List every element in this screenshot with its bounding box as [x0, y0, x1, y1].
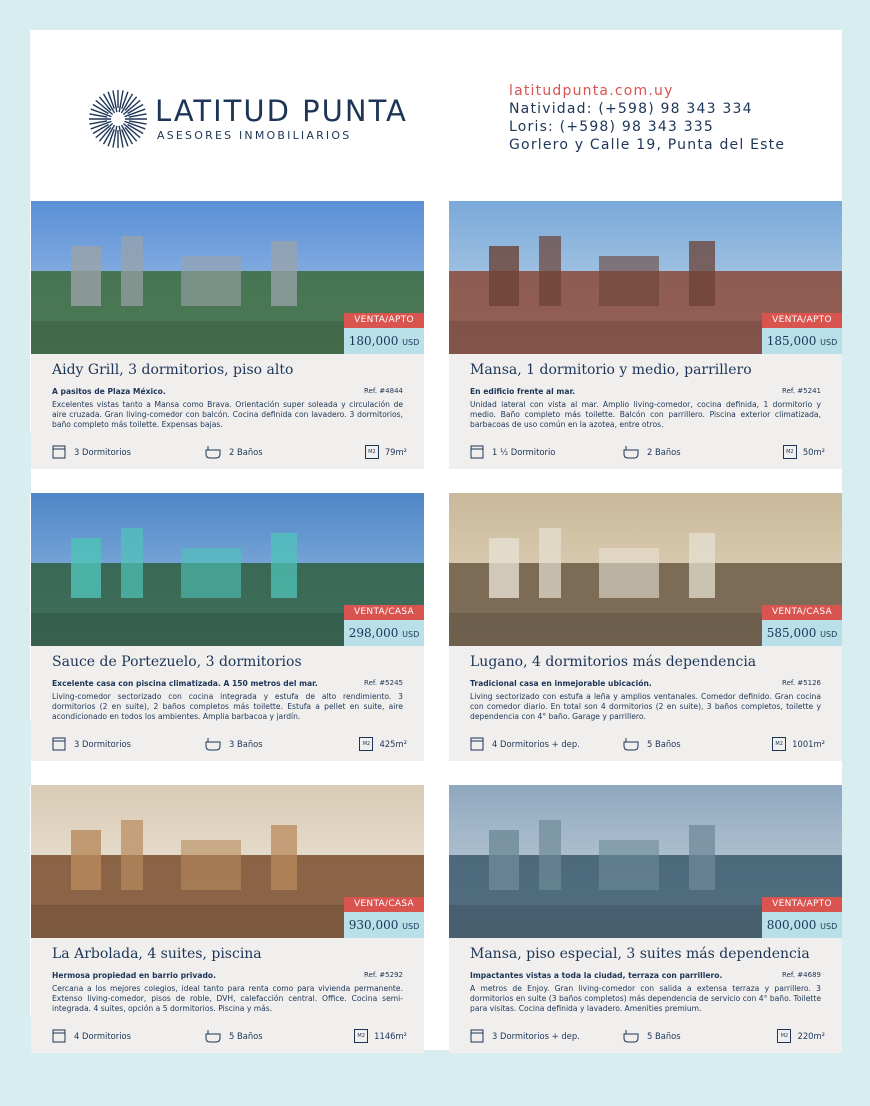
bathtub-icon	[205, 1029, 221, 1043]
area-icon: M2	[777, 1029, 791, 1043]
listing-title: Mansa, piso especial, 3 suites más dependencia	[470, 946, 810, 962]
area-feature: M2 425m²	[359, 737, 407, 751]
logo	[87, 88, 408, 150]
area-icon: M2	[365, 445, 379, 459]
bedrooms-feature: 3 Dormitorios + dep.	[470, 1029, 580, 1043]
listing-price: 930,000 USD	[344, 912, 424, 938]
baths-feature: 2 Baños	[205, 445, 263, 459]
listing-price: 800,000 USD	[762, 912, 842, 938]
listing-card[interactable]	[449, 201, 842, 469]
listing-title: Lugano, 4 dormitorios más dependencia	[470, 654, 757, 670]
listing-subtitle: Hermosa propiedad en barrio privado.	[52, 971, 217, 980]
area-icon: M2	[354, 1029, 368, 1043]
baths-feature: 5 Baños	[205, 1029, 263, 1043]
listing-title: Aidy Grill, 3 dormitorios, piso alto	[52, 362, 294, 378]
bathtub-icon	[623, 445, 639, 459]
phone-natividad: Natividad: (+598) 98 343 334	[509, 101, 753, 117]
listing-subtitle: Tradicional casa en inmejorable ubicación.	[470, 679, 652, 688]
baths-feature: 3 Baños	[205, 737, 263, 751]
bed-icon	[52, 737, 66, 751]
area-feature: M2 50m²	[783, 445, 825, 459]
listing-price: 185,000 USD	[762, 328, 842, 354]
listing-description: Excelentes vistas tanto a Mansa como Brava. Orientación super soleada y circulación de aire cruzada. Gran living-comedor con balcón. Cocina definida con lavadero. 3 dormitorios, baño completo más toilette. Expensas bajas.	[52, 400, 403, 429]
area-icon: M2	[783, 445, 797, 459]
logo-name: LATITUD PUNTA	[155, 94, 408, 128]
listing-features	[470, 1029, 825, 1049]
bedrooms-feature: 3 Dormitorios	[52, 737, 131, 751]
area-icon: M2	[772, 737, 786, 751]
sun-logo-icon	[87, 88, 149, 150]
listing-features	[52, 1029, 407, 1049]
listing-reference: Ref. #5292	[364, 971, 403, 979]
bed-icon	[470, 445, 484, 459]
listing-card[interactable]	[449, 493, 842, 761]
area-feature: M2 1001m²	[772, 737, 825, 751]
listing-features	[470, 737, 825, 757]
listing-type-badge: VENTA/APTO	[762, 897, 842, 912]
listing-type-badge: VENTA/APTO	[762, 313, 842, 328]
listing-price: 298,000 USD	[344, 620, 424, 646]
bed-icon	[52, 445, 66, 459]
listing-card[interactable]	[31, 785, 424, 1053]
listing-description: Living sectorizado con estufa a leña y amplios ventanales. Comedor definido. Gran cocina con comedor diario. En total son 4 dormitorios (2 en suite), 3 baños completos, toilette y dependencia con 4° baño. Garage y parrillero.	[470, 692, 821, 721]
listing-title: Sauce de Portezuelo, 3 dormitorios	[52, 654, 302, 670]
bedrooms-feature: 3 Dormitorios	[52, 445, 131, 459]
right-band	[842, 0, 870, 1106]
listing-title: Mansa, 1 dormitorio y medio, parrillero	[470, 362, 752, 378]
listing-description: Living-comedor sectorizado con cocina integrada y estufa de alto rendimiento. 3 dormitorios (2 en suite), 2 baños completos más toilette. Estufa a pellet en suite, aire acondicionado en todos los ambientes. Amplia barbacoa y jardín.	[52, 692, 403, 721]
listing-description: Unidad lateral con vista al mar. Amplio living-comedor, cocina definida, 1 dormitorio y medio. Baño completo más toilette. Balcón con parrillero. Piscina exterior climatizada, barbacoas de uso común en la azotea, entre otros.	[470, 400, 821, 429]
listing-features	[52, 445, 407, 465]
area-feature: M2 220m²	[777, 1029, 825, 1043]
listing-features	[470, 445, 825, 465]
listing-type-badge: VENTA/CASA	[344, 897, 424, 912]
bathtub-icon	[623, 1029, 639, 1043]
area-icon: M2	[359, 737, 373, 751]
logo-subtitle: ASESORES INMOBILIARIOS	[157, 129, 352, 142]
listing-reference: Ref. #4844	[364, 387, 403, 395]
area-feature: M2 1146m²	[354, 1029, 407, 1043]
listing-subtitle: A pasitos de Plaza México.	[52, 387, 166, 396]
listing-reference: Ref. #4689	[782, 971, 821, 979]
website-link[interactable]: latitudpunta.com.uy	[509, 83, 674, 99]
listing-type-badge: VENTA/APTO	[344, 313, 424, 328]
left-band	[0, 0, 30, 1106]
listing-reference: Ref. #5126	[782, 679, 821, 687]
listing-description: Cercana a los mejores colegios, ideal tanto para renta como para vivienda permanente. Extenso living-comedor, pisos de roble, DVH, calefacción central. Office. Cocina semi-integrada. 4 suites, opción a 5 dormitorios. Piscina y más.	[52, 984, 403, 1013]
address: Gorlero y Calle 19, Punta del Este	[509, 137, 786, 153]
baths-feature: 5 Baños	[623, 1029, 681, 1043]
listing-features	[52, 737, 407, 757]
top-band	[0, 0, 870, 30]
bed-icon	[52, 1029, 66, 1043]
bed-icon	[470, 737, 484, 751]
bathtub-icon	[205, 737, 221, 751]
baths-feature: 2 Baños	[623, 445, 681, 459]
listing-type-badge: VENTA/CASA	[344, 605, 424, 620]
listing-card[interactable]	[31, 493, 424, 761]
baths-feature: 5 Baños	[623, 737, 681, 751]
bedrooms-feature: 1 ½ Dormitorio	[470, 445, 555, 459]
listing-price: 585,000 USD	[762, 620, 842, 646]
phone-loris: Loris: (+598) 98 343 335	[509, 119, 715, 135]
listing-subtitle: En edificio frente al mar.	[470, 387, 576, 396]
bathtub-icon	[623, 737, 639, 751]
listing-reference: Ref. #5241	[782, 387, 821, 395]
contact-block	[509, 82, 785, 154]
listing-type-badge: VENTA/CASA	[762, 605, 842, 620]
listing-price: 180,000 USD	[344, 328, 424, 354]
bed-icon	[470, 1029, 484, 1043]
listing-description: A metros de Enjoy. Gran living-comedor con salida a extensa terraza y parrillero. 3 dormitorios en suite (3 baños completos) más dependencia de servicio con 4° baño. Toilette para visitas. Cocina definida y lavadero. Amenities premium.	[470, 984, 821, 1013]
bathtub-icon	[205, 445, 221, 459]
listing-subtitle: Impactantes vistas a toda la ciudad, terraza con parrillero.	[470, 971, 723, 980]
area-feature: M2 79m²	[365, 445, 407, 459]
listing-card[interactable]	[31, 201, 424, 469]
listing-title: La Arbolada, 4 suites, piscina	[52, 946, 262, 962]
bedrooms-feature: 4 Dormitorios + dep.	[470, 737, 580, 751]
listing-subtitle: Excelente casa con piscina climatizada. A 150 metros del mar.	[52, 679, 318, 688]
listing-reference: Ref. #5245	[364, 679, 403, 687]
header	[31, 30, 842, 200]
bedrooms-feature: 4 Dormitorios	[52, 1029, 131, 1043]
listing-card[interactable]	[449, 785, 842, 1053]
